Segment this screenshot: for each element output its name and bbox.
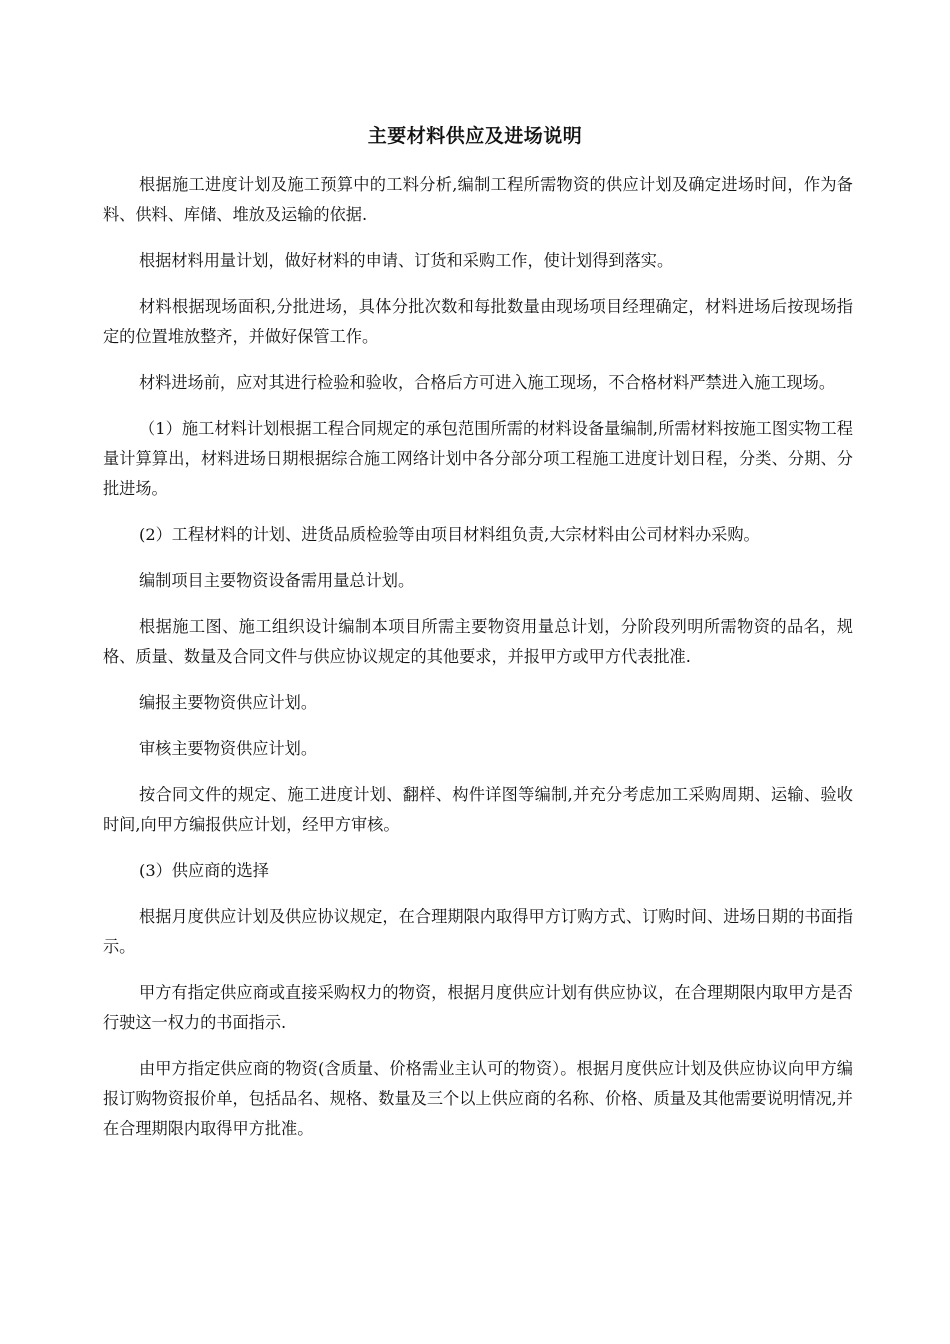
page-title: 主要材料供应及进场说明 xyxy=(367,125,583,147)
paragraph-5: （1）施工材料计划根据工程合同规定的承包范围所需的材料设备量编制,所需材料按施工图实物工程量计算算出，材料进场日期根据综合施工网络计划中各分部分项工程施工进度计划日程，分类、分期、分批进场。 xyxy=(103,419,853,498)
paragraph-8: 根据施工图、施工组织设计编制本项目所需主要物资用量总计划，分阶段列明所需物资的品名，规格、质量、数量及合同文件与供应协议规定的其他要求，并报甲方或甲方代表批准. xyxy=(103,617,853,666)
paragraph-13: 根据月度供应计划及供应协议规定，在合理期限内取得甲方订购方式、订购时间、进场日期的书面指示。 xyxy=(103,907,853,956)
document-body xyxy=(103,170,853,1160)
paragraph-11: 按合同文件的规定、施工进度计划、翻样、构件详图等编制,并充分考虑加工采购周期、运输、验收时间,向甲方编报供应计划，经甲方审核。 xyxy=(103,785,853,834)
paragraph-4: 材料进场前，应对其进行检验和验收，合格后方可进入施工现场，不合格材料严禁进入施工现场。 xyxy=(139,373,836,392)
paragraph-6: (2）工程材料的计划、进货品质检验等由项目材料组负责,大宗材料由公司材料办采购。 xyxy=(139,525,760,544)
paragraph-9: 编报主要物资供应计划。 xyxy=(139,693,318,712)
paragraph-3: 材料根据现场面积,分批进场，具体分批次数和每批数量由现场项目经理确定，材料进场后按现场指定的位置堆放整齐，并做好保管工作。 xyxy=(103,297,853,346)
paragraph-14: 甲方有指定供应商或直接采购权力的物资，根据月度供应计划有供应协议，在合理期限内取甲方是否行驶这一权力的书面指示. xyxy=(103,983,853,1032)
paragraph-7: 编制项目主要物资设备需用量总计划。 xyxy=(139,571,415,590)
paragraph-1: 根据施工进度计划及施工预算中的工料分析,编制工程所需物资的供应计划及确定进场时间，作为备料、供料、库储、堆放及运输的依据. xyxy=(103,175,853,224)
paragraph-15: 由甲方指定供应商的物资(含质量、价格需业主认可的物资）。根据月度供应计划及供应协议向甲方编报订购物资报价单，包括品名、规格、数量及三个以上供应商的名称、价格、质量及其他需要说明情况,并在合理期限内取得甲方批准。 xyxy=(103,1059,853,1138)
paragraph-12: (3）供应商的选择 xyxy=(139,861,269,880)
paragraph-2: 根据材料用量计划，做好材料的申请、订货和采购工作，使计划得到落实。 xyxy=(139,251,674,270)
paragraph-10: 审核主要物资供应计划。 xyxy=(139,739,318,758)
